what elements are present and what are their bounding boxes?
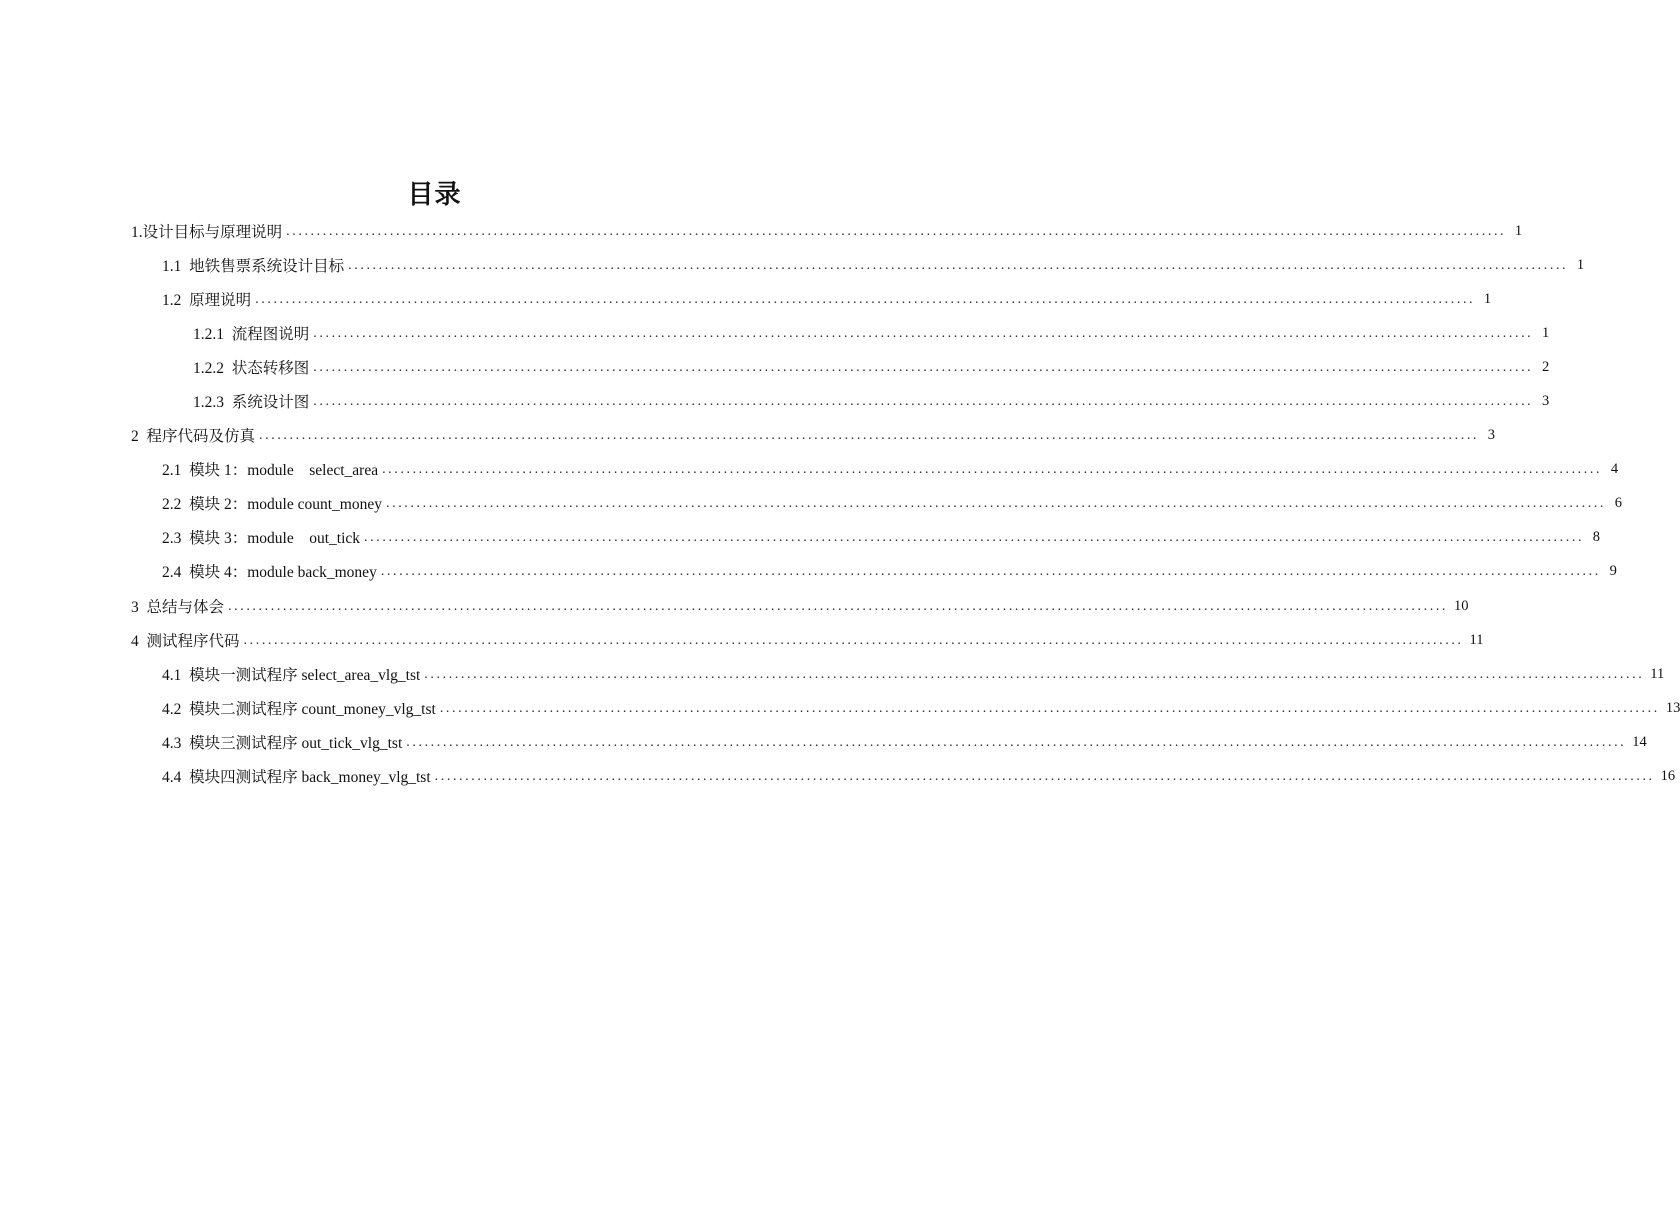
dot-leader: ........................................................................................................................................................................................................ [364,530,1585,545]
dot-leader: ........................................................................................................................................................................................................ [406,735,1627,750]
toc-entry-4-2[interactable] [162,691,1680,725]
toc-entry-label: 4.4 模块四测试程序 back_money_vlg_tst [162,769,431,786]
toc-entry-label: 1.设计目标与原理说明 [131,224,283,241]
toc-page-number: 10 [1454,597,1469,614]
dot-leader: ........................................................................................................................................................................................................ [255,292,1476,307]
dot-leader: ........................................................................................................................................................................................................ [380,564,1601,579]
toc-page-number: 3 [1542,392,1550,409]
toc-entry-label: 4.2 模块二测试程序 count_money_vlg_tst [162,701,436,718]
dot-leader: ........................................................................................................................................................................................................ [286,224,1507,239]
toc-entry-label: 2.1 模块 1：module select_area [162,462,379,479]
dot-leader: ........................................................................................................................................................................................................ [348,258,1569,273]
dot-leader: ........................................................................................................................................................................................................ [243,633,1464,648]
dot-leader: ........................................................................................................................................................................................................ [386,496,1606,511]
toc-page-number: 1 [1514,222,1523,239]
toc-entry-label: 4.1 模块一测试程序 select_area_vlg_tst [162,667,421,684]
toc-entry-2-1[interactable] [162,452,1619,486]
dot-leader: ........................................................................................................................................................................................................ [382,462,1603,477]
toc-entry-2-2[interactable] [162,486,1622,520]
toc-page-number: 14 [1632,733,1647,750]
toc-entry-4[interactable] [131,623,1484,657]
dot-leader: ........................................................................................................................................................................................................ [424,667,1645,682]
toc-entry-label: 1.2.3 系统设计图 [193,394,310,411]
toc-entry-2-3[interactable] [162,520,1601,554]
toc-entry-1-1[interactable] [162,248,1585,282]
dot-leader: ........................................................................................................................................................................................................ [313,394,1534,409]
toc-page-number: 11 [1650,665,1665,682]
toc-entry-label: 2.3 模块 3：module out_tick [162,530,361,547]
toc-page-number: 16 [1660,767,1676,784]
toc-page-number: 2 [1542,358,1550,375]
toc-page-number: 9 [1609,562,1617,579]
toc-entry-1-2[interactable] [162,282,1492,316]
toc-page-number: 1 [1576,256,1585,273]
toc-page-number: 6 [1614,494,1622,511]
toc-page-number: 13 [1665,699,1680,716]
toc-entry-label: 2.4 模块 4：module back_money [162,564,377,581]
toc-entry-label: 2 程序代码及仿真 [131,428,256,445]
toc-entry-4-4[interactable] [162,759,1676,793]
toc-entry-4-1[interactable] [162,657,1665,691]
toc-page-number: 8 [1592,528,1601,545]
toc-entry-2-4[interactable] [162,554,1617,588]
dot-leader: ........................................................................................................................................................................................................ [313,360,1534,375]
dot-leader: ........................................................................................................................................................................................................ [259,428,1480,443]
toc-entry-3[interactable] [131,589,1469,623]
toc-entry-1-2-1[interactable] [193,316,1550,350]
toc-page-number: 1 [1483,290,1492,307]
toc-page-number: 3 [1487,426,1496,443]
toc-entry-1-2-3[interactable] [193,384,1550,418]
toc-entry-label: 1.2 原理说明 [162,292,252,309]
dot-leader: ........................................................................................................................................................................................................ [434,769,1655,784]
toc-entry-label: 1.2.1 流程图说明 [193,326,310,343]
toc-entry-label: 1.2.2 状态转移图 [193,360,310,377]
toc-entry-label: 2.2 模块 2：module count_money [162,496,382,513]
toc-entry-label: 4 测试程序代码 [131,633,240,650]
dot-leader: ........................................................................................................................................................................................................ [313,326,1534,341]
toc-entry-1[interactable] [131,214,1523,248]
toc-entry-1-2-2[interactable] [193,350,1550,384]
toc-title: 目录 [407,180,462,210]
dot-leader: ........................................................................................................................................................................................................ [439,701,1660,716]
toc-entry-4-3[interactable] [162,725,1647,759]
toc-page-number: 4 [1610,460,1619,477]
toc-entry-2[interactable] [131,418,1496,452]
dot-leader: ........................................................................................................................................................................................................ [228,599,1449,614]
toc-entry-label: 1.1 地铁售票系统设计目标 [162,258,345,275]
toc-page-number: 1 [1542,324,1550,341]
toc-entry-label: 3 总结与体会 [131,599,225,616]
toc-page-number: 11 [1469,631,1484,648]
toc-entry-label: 4.3 模块三测试程序 out_tick_vlg_tst [162,735,403,752]
